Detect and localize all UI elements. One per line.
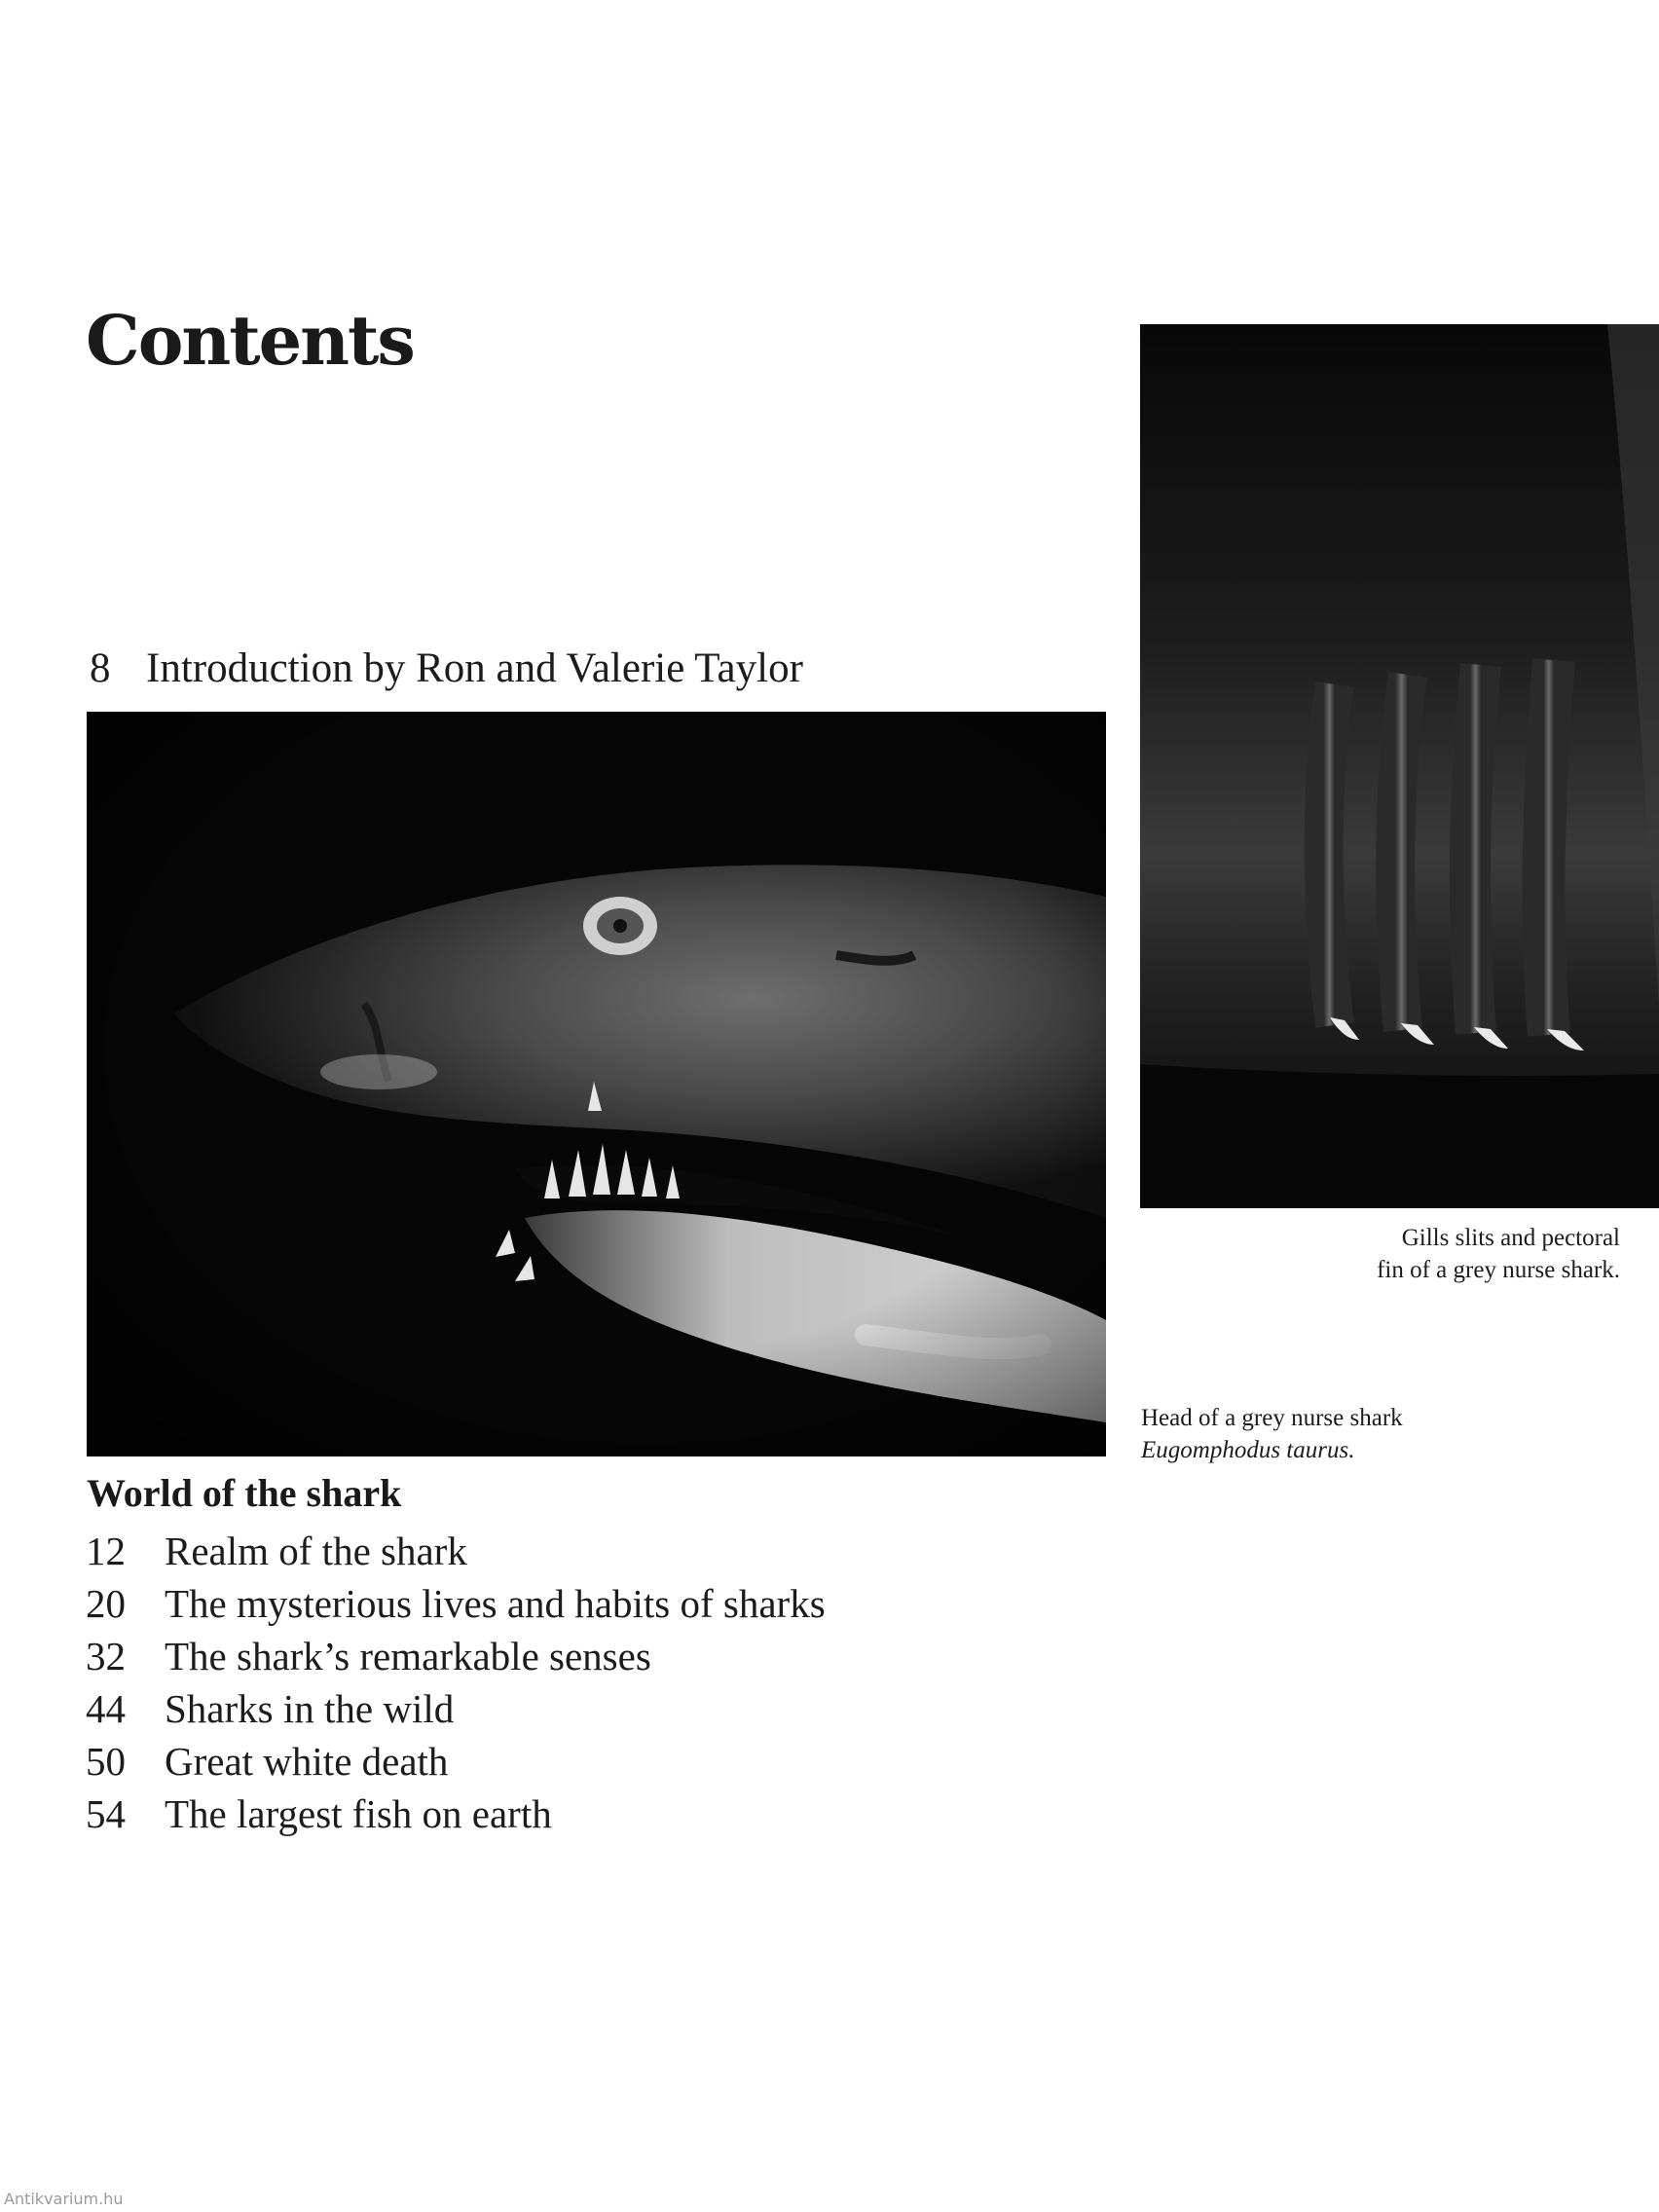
shark-head-photo [87, 712, 1106, 1456]
watermark: Antikvarium.hu [4, 2190, 124, 2208]
toc-entry[interactable] [86, 1577, 826, 1630]
toc-page-number: 32 [86, 1634, 126, 1678]
toc-entry-title: The mysterious lives and habits of sharks [165, 1581, 826, 1626]
toc-entry[interactable] [86, 1788, 826, 1840]
caption-line: Head of a grey nurse shark [1141, 1405, 1403, 1431]
section-title: World of the shark [87, 1471, 402, 1515]
toc-entry[interactable] [86, 1525, 826, 1577]
caption-line: Gills slits and pectoral [1401, 1225, 1620, 1251]
toc-page-number: 50 [86, 1739, 126, 1784]
toc-page-number: 8 [90, 645, 111, 691]
toc-page-number: 54 [86, 1791, 126, 1836]
page-title: Contents [86, 300, 414, 381]
toc-page-number: 12 [86, 1529, 126, 1573]
toc-page-number: 20 [86, 1581, 126, 1626]
toc-entry-title: Introduction by Ron and Valerie Taylor [146, 645, 803, 691]
toc-entry-intro[interactable] [90, 645, 803, 692]
toc-entry-title: The shark’s remarkable senses [165, 1634, 651, 1678]
caption-line: fin of a grey nurse shark. [1377, 1257, 1620, 1283]
toc-entry[interactable] [86, 1682, 826, 1735]
caption-species-name: Eugomphodus taurus. [1141, 1437, 1355, 1463]
toc-entry-title: Great white death [165, 1739, 449, 1784]
toc-page-number: 44 [86, 1686, 126, 1731]
toc-entry-title: The largest fish on earth [165, 1791, 552, 1836]
gill-slits-photo [1140, 324, 1659, 1208]
toc-entry[interactable] [86, 1735, 826, 1788]
toc-entry[interactable] [86, 1630, 826, 1682]
toc-list [86, 1525, 826, 1840]
toc-entry-title: Sharks in the wild [165, 1686, 455, 1731]
toc-entry-title: Realm of the shark [165, 1529, 467, 1573]
main-photo-caption [1141, 1402, 1403, 1466]
side-photo-caption [1377, 1222, 1620, 1286]
